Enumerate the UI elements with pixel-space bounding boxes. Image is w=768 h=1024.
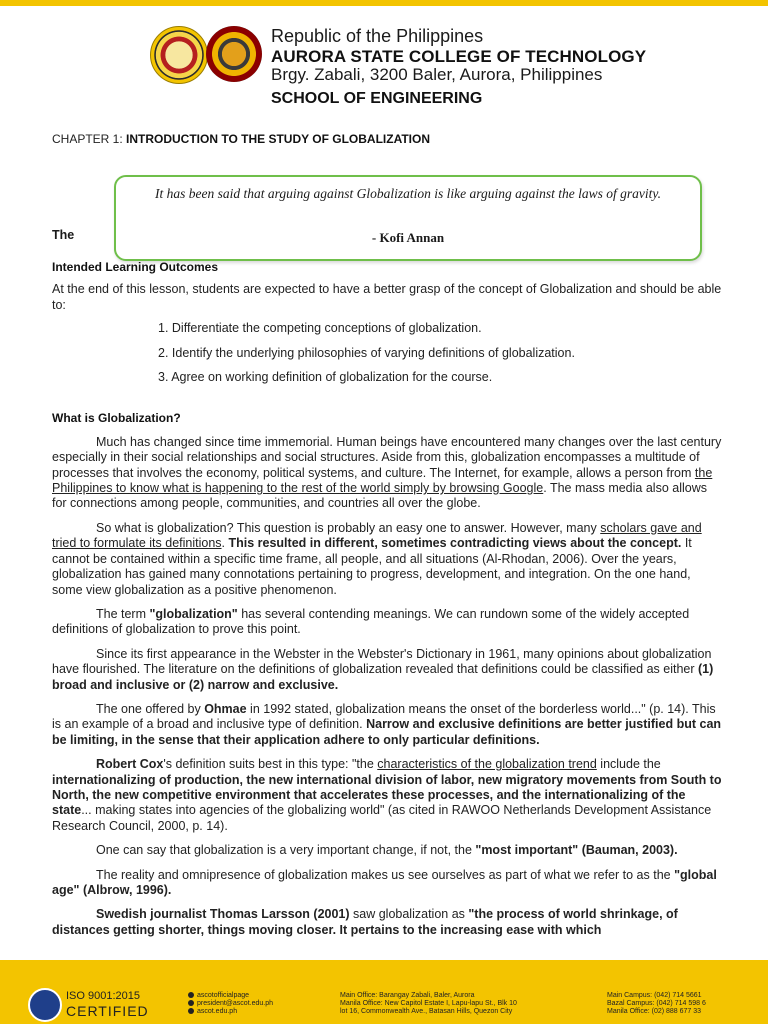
paragraph: Since its first appearance in the Webster in the Webster's Dictionary in 1961, many opinions about globalization have flourished. The literature on the definitions of globalization revealed that definitions could be classified as either (1) broad and inclusive or (2) narrow and exclusive. xyxy=(52,646,714,692)
chapter-heading xyxy=(52,132,430,146)
email-link[interactable]: president@ascot.edu.ph xyxy=(197,1000,273,1007)
footer-social xyxy=(188,992,273,1016)
paragraph: Swedish journalist Thomas Larsson (2001) saw globalization as "the process of world shrinkage, of distances getting shorter, things moving closer. It pertains to the increasing ease with which xyxy=(52,907,678,937)
college-address: Brgy. Zabali, 3200 Baler, Aurora, Philippines xyxy=(271,65,603,84)
facebook-icon xyxy=(188,992,194,998)
list-item: 2. Identify the underlying philosophies of varying definitions of globalization. xyxy=(158,345,575,360)
chapter-title: INTRODUCTION TO THE STUDY OF GLOBALIZATION xyxy=(126,132,431,146)
certified-label: CERTIFIED xyxy=(66,1003,149,1019)
school-name: SCHOOL OF ENGINEERING xyxy=(271,90,483,107)
main-content xyxy=(52,260,722,938)
website-link[interactable]: ascot.edu.ph xyxy=(197,1008,238,1015)
list-item: 1. Differentiate the competing conceptions of globalization. xyxy=(158,321,482,336)
republic-line: Republic of the Philippines xyxy=(271,26,484,46)
iso-badge-icon xyxy=(28,988,62,1022)
college-name: AURORA STATE COLLEGE OF TECHNOLOGY xyxy=(271,47,647,66)
chapter-prefix: CHAPTER 1: xyxy=(52,132,127,146)
quote-box xyxy=(114,175,702,261)
paragraph: So what is globalization? This question is probably an easy one to answer. However, many scholars gave and tried to formulate its definitions. This resulted in different, sometimes contradicting views about the concept. It cannot be contained within a specific time frame, all people, and all situations (Al-Rhodan, 2006). Over the years, globalization has gained many connotations pertaining to progress, development, and integration. On the one hand, some view globalization as a positive phenomenon. xyxy=(52,520,702,597)
section-heading: What is Globalization? xyxy=(52,411,181,426)
outcomes-heading: Intended Learning Outcomes xyxy=(52,260,219,274)
paragraph: Robert Cox's definition suits best in this type: "the characteristics of the globalization trend include the internationalizing of production, the new international division of labor, new migratory movements from South to North, the new competitive environment that accelerates these processes, and the internationalizing of the state... making states into agencies of the globalizing world" (as cited in RAWOO Netherlands Development Assistance Research Council, 2000, p. 14). xyxy=(52,757,722,833)
quote-text: It has been said that arguing against Globalization is like arguing against the laws of gravity. xyxy=(155,186,661,201)
outcomes-intro: At the end of this lesson, students are expected to have a better grasp of the concept of Globalization and should be able to: xyxy=(52,282,722,312)
the-label: The xyxy=(52,228,75,242)
letterhead xyxy=(0,6,768,124)
list-item: 3. Agree on working definition of globalization for the course. xyxy=(158,370,493,385)
web-icon xyxy=(188,1008,194,1014)
footer-bar xyxy=(0,960,768,1024)
paragraph: Much has changed since time immemorial. Human beings have encountered many changes over the last century especially in their social relationships and social structures. Aside from this, globalization encompasses a multitude of processes that involves the economy, political systems, and culture. The Internet, for example, allows a person from the Philippines to know what is happening to the rest of the world simply by browsing Google. The mass media also allows for connections among people, communities, and countries all over the globe. xyxy=(52,434,722,511)
paragraph: The one offered by Ohmae in 1992 stated, globalization means the onset of the borderless world..." (p. 14). This is an example of a broad and inclusive type of definition. Narrow and exclusive definitions are better justified but can be limiting, in the sense that their application adhere to only particular definitions. xyxy=(52,701,722,747)
email-icon xyxy=(188,1000,194,1006)
paragraph: One can say that globalization is a very important change, if not, the "most important" (Bauman, 2003). xyxy=(96,843,678,858)
iso-label: ISO 9001:2015 xyxy=(66,990,141,1002)
quote-author: - Kofi Annan xyxy=(371,230,445,245)
college-seal-logo xyxy=(150,26,208,84)
footer-address: Main Office: Barangay Zabali, Baler, Aurora Manila Office: New Capitol Estate I, Lapu-lapu St., Blk 10 lot 16, Commonwealth Ave., Batasan Hills, Quezon City xyxy=(340,992,517,1015)
paragraph: The reality and omnipresence of globalization makes us see ourselves as part of what we refer to as the "global age" (Albrow, 1996). xyxy=(52,867,717,897)
engineering-seal-logo xyxy=(206,26,262,82)
paragraph: The term "globalization" has several contending meanings. We can rundown some of the widely accepted definitions of globalization to prove this point. xyxy=(52,606,690,637)
outcomes-list xyxy=(52,321,722,385)
footer-phones: Main Campus: (042) 714 5661 Bazal Campus: (042) 714 598 6 Manila Office: (02) 888 677 33 xyxy=(607,992,706,1015)
facebook-link[interactable]: ascotofficialpage xyxy=(197,992,250,999)
